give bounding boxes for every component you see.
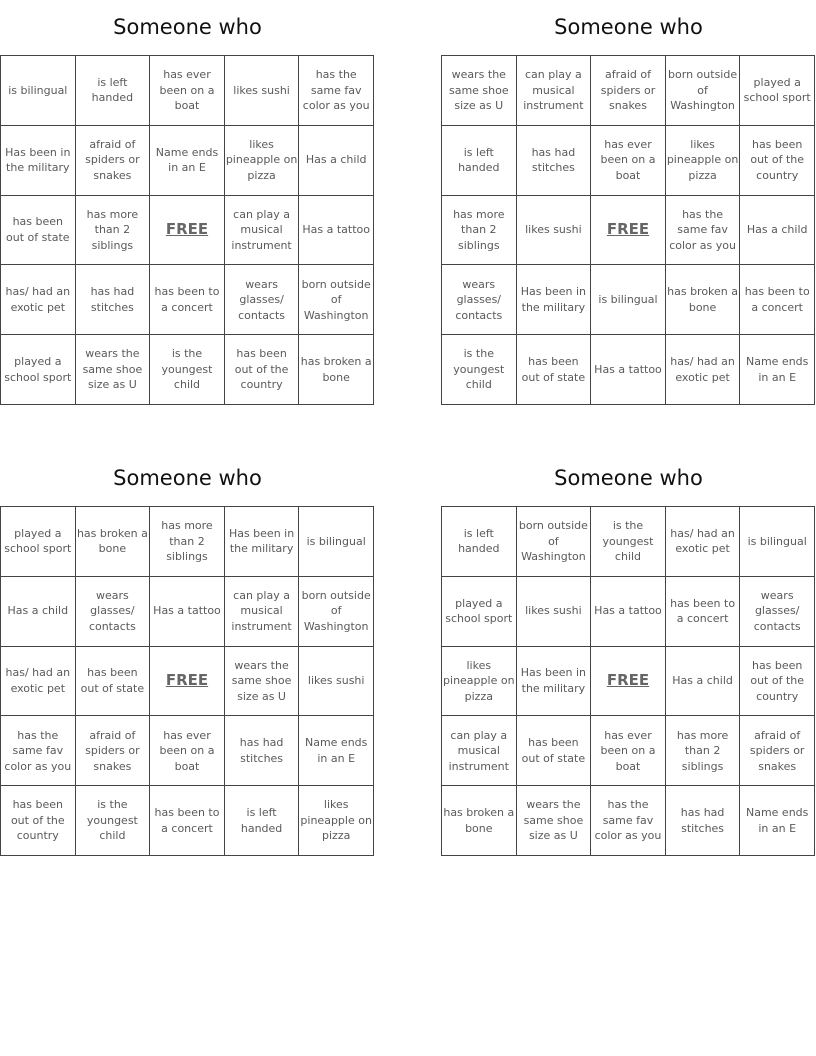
bingo-cell: is left handed — [442, 507, 517, 577]
grid-row — [442, 716, 815, 786]
bingo-cell: has been to a concert — [150, 786, 225, 856]
bingo-cell: is the youngest child — [591, 507, 666, 577]
bingo-cell: has more than 2 siblings — [442, 195, 517, 265]
bingo-cell: can play a musical instrument — [516, 56, 591, 126]
bingo-grid — [441, 506, 815, 856]
bingo-cell: has had stitches — [224, 716, 299, 786]
bingo-cell: likes sushi — [224, 56, 299, 126]
bingo-cell: wears the same shoe size as U — [516, 786, 591, 856]
bingo-cell: wears the same shoe size as U — [224, 646, 299, 716]
bingo-cell: has/ had an exotic pet — [1, 265, 76, 335]
bingo-cell: has/ had an exotic pet — [665, 507, 740, 577]
bingo-cell: has been out of state — [516, 335, 591, 405]
bingo-cell: has been to a concert — [665, 576, 740, 646]
bingo-cell: is bilingual — [740, 507, 815, 577]
bingo-cell: has the same fav color as you — [1, 716, 76, 786]
bingo-cell: Has a child — [1, 576, 76, 646]
bingo-cell: Has been in the military — [516, 265, 591, 335]
bingo-cell: wears glasses/ contacts — [740, 576, 815, 646]
bingo-cell: has been to a concert — [150, 265, 225, 335]
bingo-cell: wears glasses/ contacts — [442, 265, 517, 335]
bingo-cell: Has a tattoo — [591, 576, 666, 646]
bingo-cell: played a school sport — [740, 56, 815, 126]
bingo-cell: afraid of spiders or snakes — [591, 56, 666, 126]
bingo-cell: has more than 2 siblings — [75, 195, 150, 265]
bingo-cell: has been out of the country — [740, 646, 815, 716]
bingo-cell: has ever been on a boat — [591, 125, 666, 195]
grid-row — [442, 507, 815, 577]
grid-row — [1, 507, 374, 577]
bingo-cell: likes sushi — [516, 576, 591, 646]
free-space: FREE — [591, 195, 666, 265]
bingo-grid — [0, 55, 374, 405]
bingo-cell: likes sushi — [516, 195, 591, 265]
bingo-cell: Name ends in an E — [150, 125, 225, 195]
bingo-cell: has the same fav color as you — [665, 195, 740, 265]
bingo-cell: is bilingual — [299, 507, 374, 577]
bingo-cell: wears the same shoe size as U — [442, 56, 517, 126]
bingo-cell: Has a tattoo — [591, 335, 666, 405]
bingo-cell: has the same fav color as you — [591, 786, 666, 856]
bingo-cell: has been out of the country — [740, 125, 815, 195]
bingo-cell: has broken a bone — [75, 507, 150, 577]
grid-row — [1, 125, 374, 195]
grid-row — [1, 646, 374, 716]
bingo-cell: born outside of Washington — [299, 576, 374, 646]
bingo-cell: Has been in the military — [224, 507, 299, 577]
bingo-cell: has the same fav color as you — [299, 56, 374, 126]
grid-row — [1, 576, 374, 646]
grid-row — [442, 786, 815, 856]
bingo-cell: has ever been on a boat — [591, 716, 666, 786]
bingo-cell: has more than 2 siblings — [665, 716, 740, 786]
bingo-cell: can play a musical instrument — [442, 716, 517, 786]
bingo-cell: has been to a concert — [740, 265, 815, 335]
grid-row — [1, 56, 374, 126]
bingo-cell: born outside of Washington — [516, 507, 591, 577]
bingo-cell: played a school sport — [1, 335, 76, 405]
bingo-cell: Has been in the military — [1, 125, 76, 195]
free-space: FREE — [150, 195, 225, 265]
bingo-cell: Has a tattoo — [299, 195, 374, 265]
bingo-cell: is bilingual — [591, 265, 666, 335]
grid-row — [1, 716, 374, 786]
free-space: FREE — [591, 646, 666, 716]
bingo-cell: is the youngest child — [150, 335, 225, 405]
bingo-cell: has broken a bone — [299, 335, 374, 405]
bingo-cell: is left handed — [75, 56, 150, 126]
bingo-cell: likes sushi — [299, 646, 374, 716]
bingo-cell: has broken a bone — [442, 786, 517, 856]
free-space: FREE — [150, 646, 225, 716]
bingo-cell: has more than 2 siblings — [150, 507, 225, 577]
bingo-cell: afraid of spiders or snakes — [740, 716, 815, 786]
bingo-cell: is bilingual — [1, 56, 76, 126]
bingo-cell: wears glasses/ contacts — [224, 265, 299, 335]
bingo-cell: likes pineapple on pizza — [665, 125, 740, 195]
card-title: Someone who — [113, 15, 262, 39]
bingo-cell: likes pineapple on pizza — [442, 646, 517, 716]
grid-row — [442, 335, 815, 405]
bingo-grid — [441, 55, 815, 405]
grid-row — [1, 786, 374, 856]
bingo-cell: has/ had an exotic pet — [1, 646, 76, 716]
bingo-cell: wears the same shoe size as U — [75, 335, 150, 405]
bingo-cell: Name ends in an E — [299, 716, 374, 786]
bingo-cell: has had stitches — [75, 265, 150, 335]
bingo-cell: Name ends in an E — [740, 335, 815, 405]
bingo-cell: has been out of the country — [224, 335, 299, 405]
bingo-cell: born outside of Washington — [299, 265, 374, 335]
bingo-cell: has ever been on a boat — [150, 716, 225, 786]
grid-row — [1, 335, 374, 405]
grid-row — [442, 195, 815, 265]
bingo-grid — [0, 506, 374, 856]
bingo-cell: played a school sport — [442, 576, 517, 646]
bingo-cell: has/ had an exotic pet — [665, 335, 740, 405]
grid-row — [442, 646, 815, 716]
bingo-cell: played a school sport — [1, 507, 76, 577]
bingo-cell: has broken a bone — [665, 265, 740, 335]
bingo-cell: can play a musical instrument — [224, 576, 299, 646]
card-title: Someone who — [554, 15, 703, 39]
bingo-cell: Has a tattoo — [150, 576, 225, 646]
bingo-cell: is the youngest child — [75, 786, 150, 856]
bingo-cell: has had stitches — [665, 786, 740, 856]
bingo-cell: afraid of spiders or snakes — [75, 125, 150, 195]
grid-row — [442, 56, 815, 126]
bingo-cell: has been out of state — [516, 716, 591, 786]
bingo-cell: has been out of state — [75, 646, 150, 716]
bingo-cell: is left handed — [224, 786, 299, 856]
grid-row — [442, 576, 815, 646]
grid-row — [1, 265, 374, 335]
bingo-cell: Has been in the military — [516, 646, 591, 716]
bingo-cell: likes pineapple on pizza — [299, 786, 374, 856]
bingo-cell: Has a child — [740, 195, 815, 265]
card-title: Someone who — [113, 466, 262, 490]
bingo-cell: has ever been on a boat — [150, 56, 225, 126]
bingo-cell: wears glasses/ contacts — [75, 576, 150, 646]
bingo-cell: is the youngest child — [442, 335, 517, 405]
bingo-cell: Name ends in an E — [740, 786, 815, 856]
bingo-cell: likes pineapple on pizza — [224, 125, 299, 195]
bingo-cell: Has a child — [665, 646, 740, 716]
bingo-cell: has had stitches — [516, 125, 591, 195]
bingo-cell: has been out of the country — [1, 786, 76, 856]
bingo-cell: afraid of spiders or snakes — [75, 716, 150, 786]
grid-row — [1, 195, 374, 265]
bingo-cell: is left handed — [442, 125, 517, 195]
card-title: Someone who — [554, 466, 703, 490]
grid-row — [442, 265, 815, 335]
bingo-cell: has been out of state — [1, 195, 76, 265]
bingo-cell: born outside of Washington — [665, 56, 740, 126]
bingo-cell: can play a musical instrument — [224, 195, 299, 265]
grid-row — [442, 125, 815, 195]
bingo-cell: Has a child — [299, 125, 374, 195]
